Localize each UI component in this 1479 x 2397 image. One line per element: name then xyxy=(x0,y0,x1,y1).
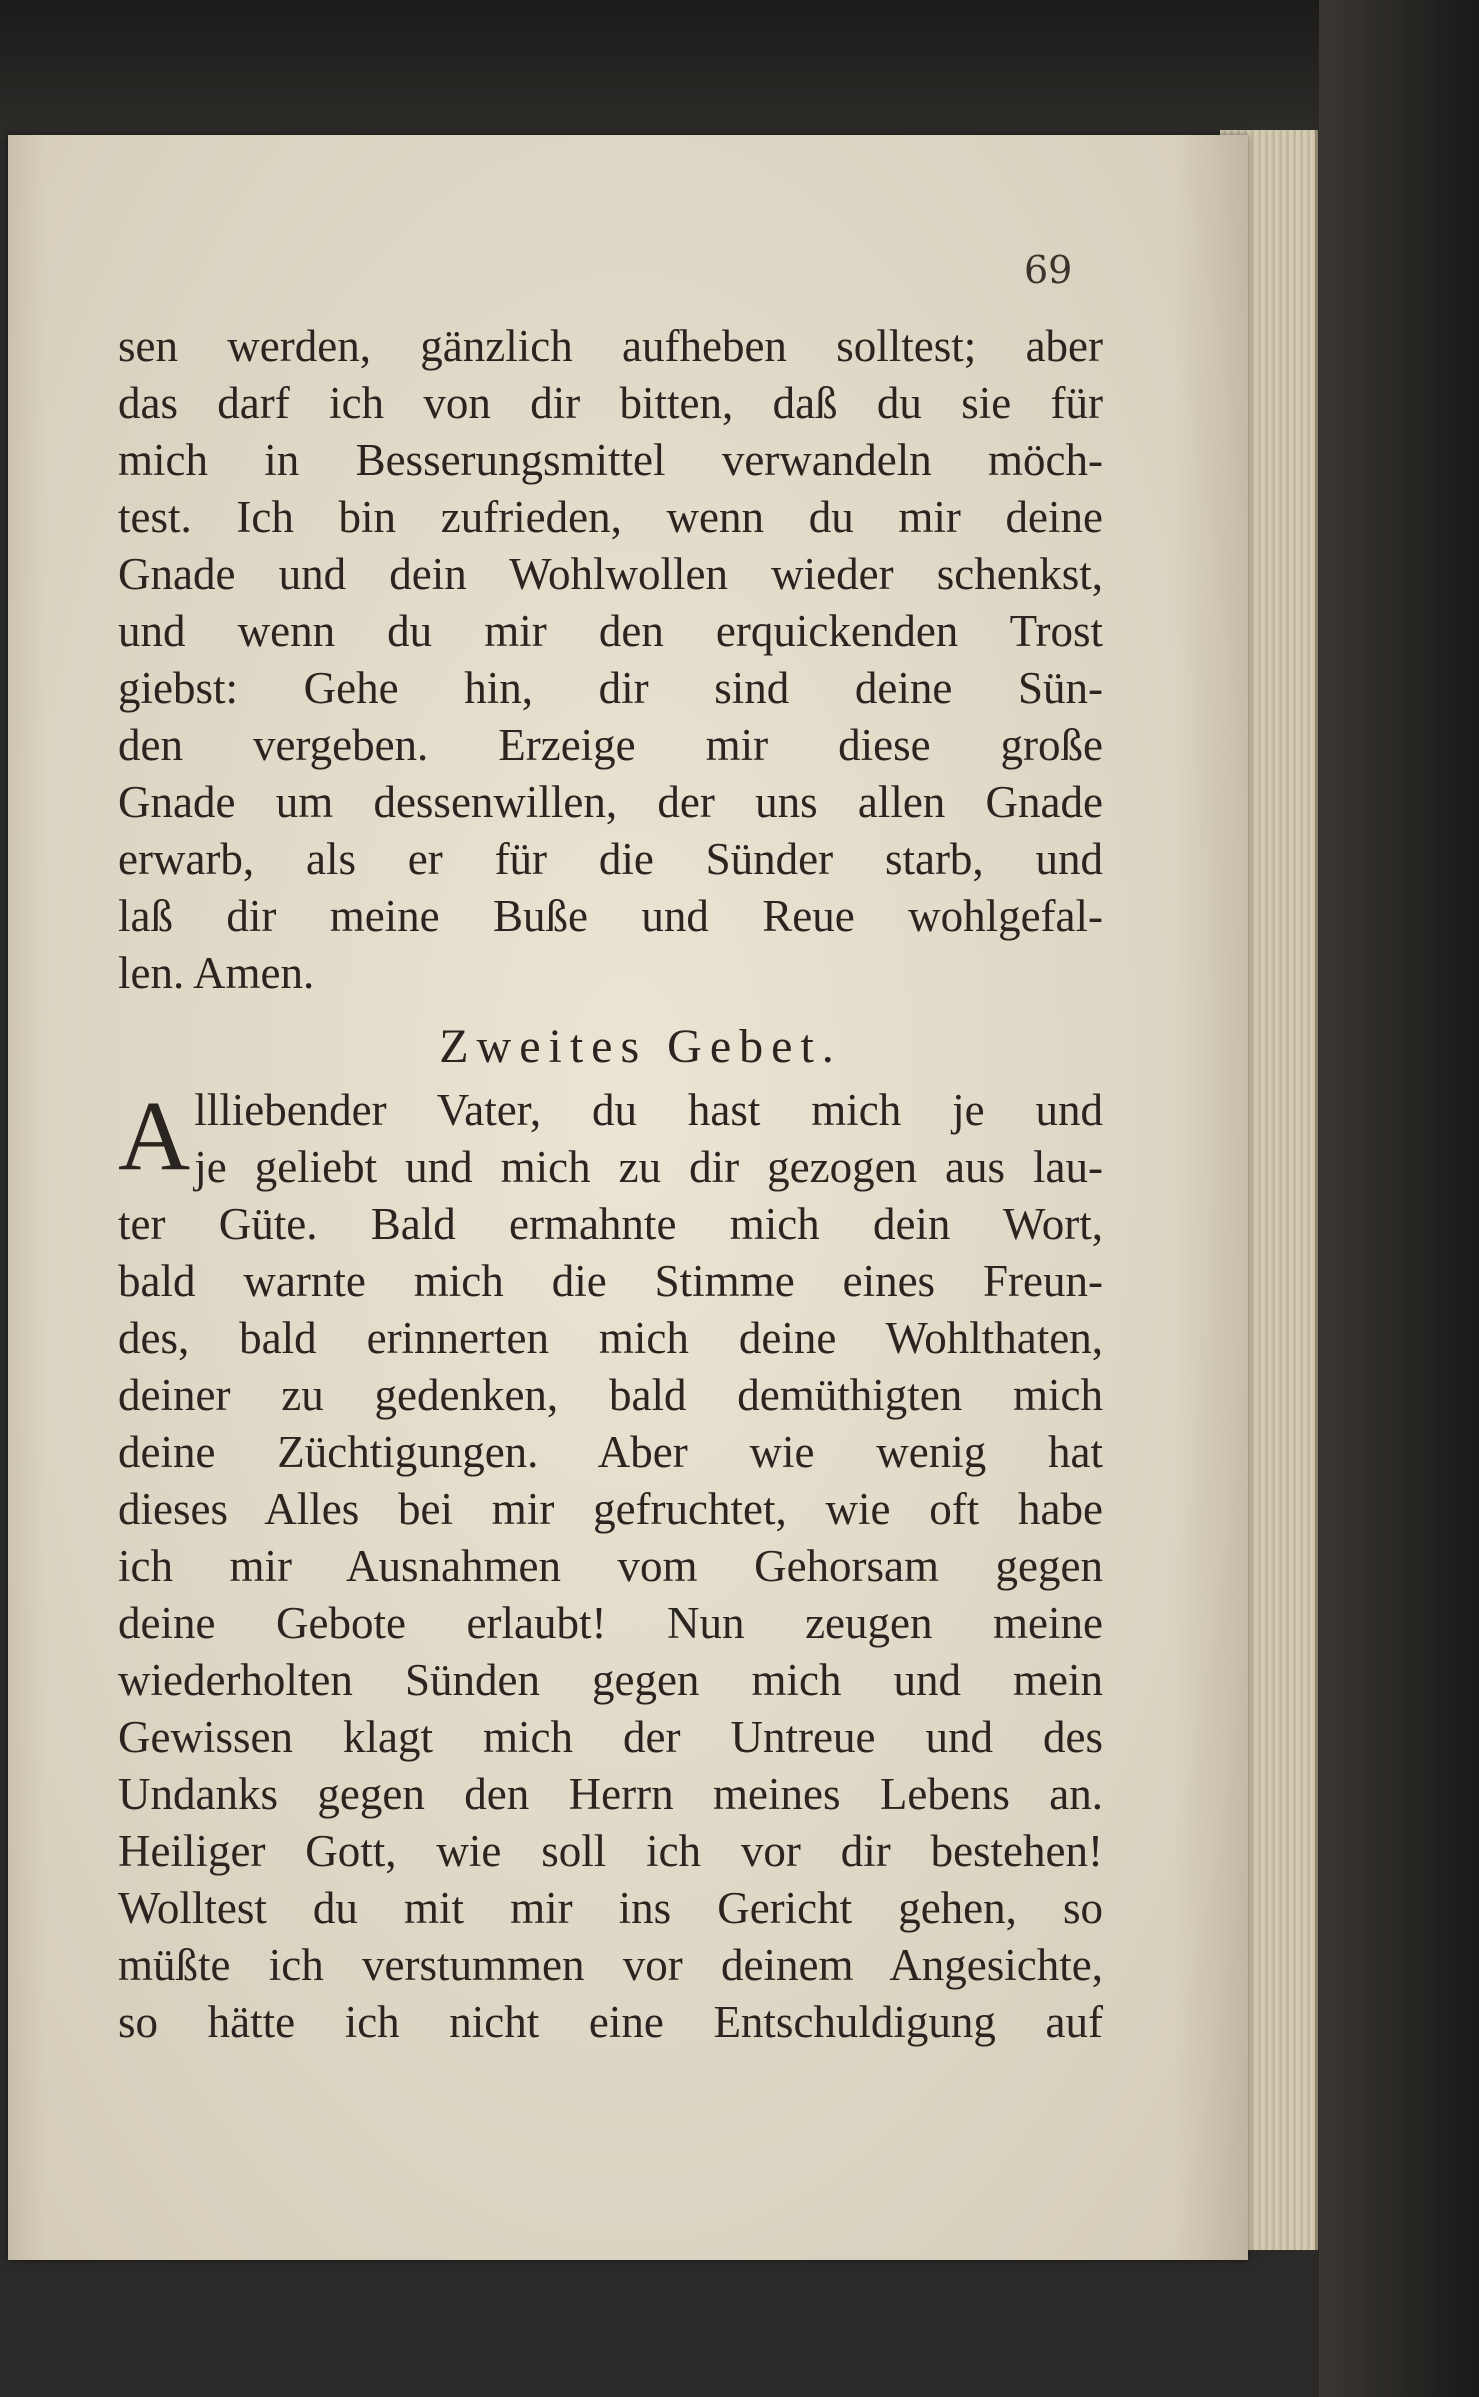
text-line: je geliebt und mich zu dir gezogen aus lau- xyxy=(194,1142,1103,1192)
text-line: llliebender Vater, du hast mich je und xyxy=(194,1085,1103,1135)
text-line: laß dir meine Buße und Reue wohlgefal- xyxy=(118,891,1103,941)
text-line: Gnade um dessenwillen, der uns allen Gnade xyxy=(118,777,1103,827)
text-line: erwarb, als er für die Sünder starb, und xyxy=(118,834,1103,884)
text-line: dieses Alles bei mir gefruchtet, wie oft habe xyxy=(118,1484,1103,1534)
text-line: das darf ich von dir bitten, daß du sie für xyxy=(118,378,1103,428)
text-line: Undanks gegen den Herrn meines Lebens an. xyxy=(118,1769,1103,1819)
text-line: test. Ich bin zufrieden, wenn du mir deine xyxy=(118,492,1103,542)
text-line: des, bald erinnerten mich deine Wohlthaten, xyxy=(118,1313,1103,1363)
text-line: Heiliger Gott, wie soll ich vor dir bestehen! xyxy=(118,1826,1103,1876)
page-body xyxy=(118,318,1103,2051)
text-line: wiederholten Sünden gegen mich und mein xyxy=(118,1655,1103,1705)
text-line: Gewissen klagt mich der Untreue und des xyxy=(118,1712,1103,1762)
text-line: len. Amen. xyxy=(118,948,315,998)
prayer-two-body xyxy=(118,1082,1103,2051)
text-line: ich mir Ausnahmen vom Gehorsam gegen xyxy=(118,1541,1103,1591)
text-line: deiner zu gedenken, bald demüthigten mich xyxy=(118,1370,1103,1420)
text-line: den vergeben. Erzeige mir diese große xyxy=(118,720,1103,770)
page-number: 69 xyxy=(1024,248,1073,292)
text-line: deine Züchtigungen. Aber wie wenig hat xyxy=(118,1427,1103,1477)
text-line: mich in Besserungsmittel verwandeln möch- xyxy=(118,435,1103,485)
text-line: sen werden, gänzlich aufheben solltest; aber xyxy=(118,321,1103,371)
scan-background-top xyxy=(0,0,1479,140)
scan-background-right xyxy=(1319,0,1479,2397)
drop-cap: A xyxy=(118,1080,191,1191)
text-line: ter Güte. Bald ermahnte mich dein Wort, xyxy=(118,1199,1103,1249)
section-heading: Zweites Gebet. xyxy=(439,1020,842,1073)
text-line: bald warnte mich die Stimme eines Freun- xyxy=(118,1256,1103,1306)
text-line: Wolltest du mit mir ins Gericht gehen, so xyxy=(118,1883,1103,1933)
text-line: so hätte ich nicht eine Entschuldigung auf xyxy=(118,1997,1103,2047)
prayer-one-continuation xyxy=(118,318,1103,1002)
text-line: müßte ich verstummen vor deinem Angesichte, xyxy=(118,1940,1103,1990)
text-line: und wenn du mir den erquickenden Trost xyxy=(118,606,1103,656)
text-line: giebst: Gehe hin, dir sind deine Sün- xyxy=(118,663,1103,713)
text-line: Gnade und dein Wohlwollen wieder schenkst, xyxy=(118,549,1103,599)
text-line: deine Gebote erlaubt! Nun zeugen meine xyxy=(118,1598,1103,1648)
